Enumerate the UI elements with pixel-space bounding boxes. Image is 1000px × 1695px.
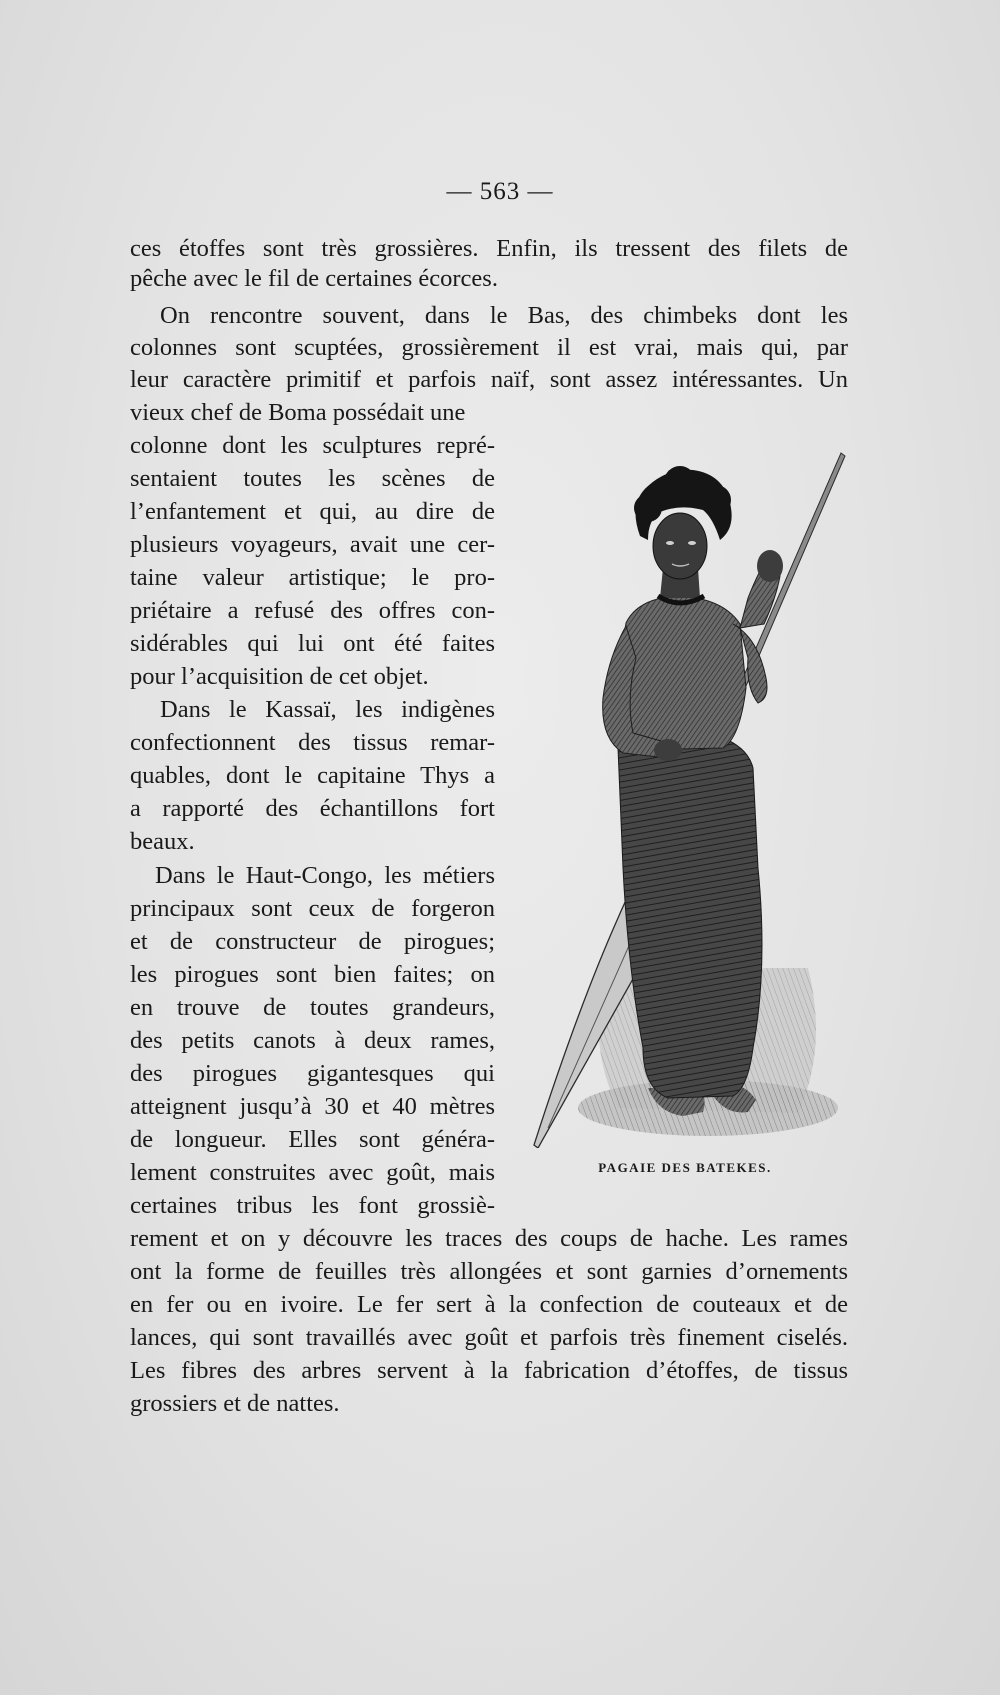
- paddle-illustration: [508, 448, 848, 1148]
- text-line: taine valeur artistique; le pro-: [130, 564, 495, 591]
- text-line: et de constructeur de pirogues;: [130, 928, 495, 955]
- upper-hand: [757, 550, 783, 582]
- text-line: des pirogues gigantesques qui: [130, 1060, 495, 1087]
- text-line: plusieurs voyageurs, avait une cer-: [130, 531, 495, 558]
- text-line: lances, qui sont travaillés avec goût et parfois très finement ciselés.: [130, 1324, 848, 1351]
- text-line: leur caractère primitif et parfois naïf, sont assez intéressantes. Un: [130, 366, 848, 393]
- text-line: rement et on y découvre les traces des coups de hache. Les rames: [130, 1225, 848, 1252]
- text-line: l’enfantement et qui, au dire de: [130, 498, 495, 525]
- text-line: des petits canots à deux rames,: [130, 1027, 495, 1054]
- text-line: beaux.: [130, 828, 195, 855]
- torso: [616, 596, 746, 750]
- text-line: vieux chef de Boma possédait une: [130, 399, 466, 426]
- text-line: lement construites avec goût, mais: [130, 1159, 495, 1186]
- text-line: Les fibres des arbres servent à la fabrication d’étoffes, de tissus: [130, 1357, 848, 1384]
- text-line: a rapporté des échantillons fort: [130, 795, 495, 822]
- text-line: quables, dont le capitaine Thys a: [130, 762, 495, 789]
- text-line: ont la forme de feuilles très allongées et sont garnies d’ornements: [130, 1258, 848, 1285]
- lower-hand: [654, 739, 682, 761]
- text-line: ces étoffes sont très grossières. Enfin, ils tressent des filets de: [130, 235, 848, 262]
- text-line: de longueur. Elles sont généra-: [130, 1126, 495, 1153]
- text-line: colonnes sont scuptées, grossièrement il est vrai, mais qui, par: [130, 334, 848, 361]
- text-line: Dans le Haut-Congo, les métiers: [155, 862, 495, 889]
- text-line: atteignent jusqu’à 30 et 40 mètres: [130, 1093, 495, 1120]
- text-line: certaines tribus les font grossiè-: [130, 1192, 495, 1219]
- text-line: colonne dont les sculptures repré-: [130, 432, 495, 459]
- text-line: Dans le Kassaï, les indigènes: [160, 696, 495, 723]
- text-line: sentaient toutes les scènes de: [130, 465, 495, 492]
- figure-caption: PAGAIE DES BATEKES.: [598, 1160, 772, 1175]
- head: [653, 513, 707, 579]
- text-line: les pirogues sont bien faites; on: [130, 961, 495, 988]
- text-line: pour l’acquisition de cet objet.: [130, 663, 429, 690]
- text-line: en trouve de toutes grandeurs,: [130, 994, 495, 1021]
- text-line: priétaire a refusé des offres con-: [130, 597, 495, 624]
- text-line: en fer ou en ivoire. Le fer sert à la confection de couteaux et de: [130, 1291, 848, 1318]
- text-line: On rencontre souvent, dans le Bas, des chimbeks dont les: [160, 302, 848, 329]
- text-line: confectionnent des tissus remar-: [130, 729, 495, 756]
- text-line: grossiers et de nattes.: [130, 1390, 340, 1417]
- text-line: principaux sont ceux de forgeron: [130, 895, 495, 922]
- text-line: sidérables qui lui ont été faites: [130, 630, 495, 657]
- text-line: pêche avec le fil de certaines écorces.: [130, 265, 498, 292]
- page-number: — 563 —: [446, 178, 554, 205]
